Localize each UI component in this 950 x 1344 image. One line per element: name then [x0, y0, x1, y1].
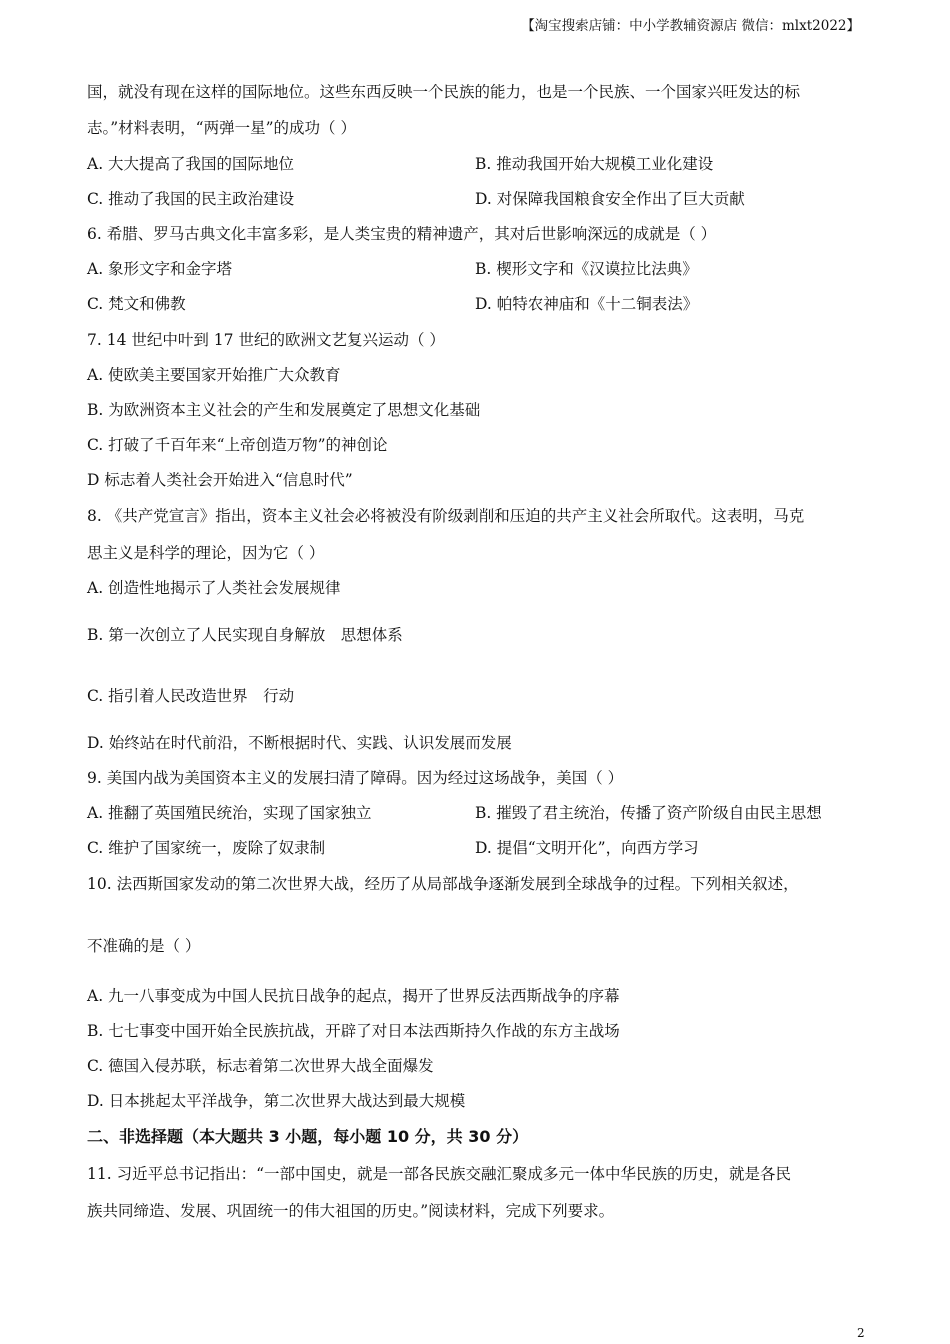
q5-option-c: C. 推动了我国的民主政治建设: [87, 190, 295, 208]
q7-option-b: B. 为欧洲资本主义社会的产生和发展奠定了思想文化基础: [87, 401, 481, 419]
q10-option-b: B. 七七事变中国开始全民族抗战，开辟了对日本法西斯持久作战的东方主战场: [87, 1022, 620, 1040]
q7-option-c: C. 打破了千百年来“上帝创造万物”的神创论: [87, 436, 388, 454]
q8-option-a: A. 创造性地揭示了人类社会发展规律: [87, 579, 341, 597]
q8-option-c: C. 指引着人民改造世界 行动: [87, 687, 295, 705]
q9-option-c: C. 维护了国家统一，废除了奴隶制: [87, 839, 326, 857]
q7-option-a: A. 使欧美主要国家开始推广大众教育: [87, 366, 341, 384]
q8-option-b: B. 第一次创立了人民实现自身解放 思想体系: [87, 626, 403, 644]
q9-option-b: B. 摧毁了君主统治，传播了资产阶级自由民主思想: [475, 804, 822, 822]
q5-option-b: B. 推动我国开始大规模工业化建设: [475, 155, 714, 173]
q5-stem-line1: 国，就没有现在这样的国际地位。这些东西反映一个民族的能力，也是一个民族、一个国家兴旺发达的标: [87, 83, 801, 101]
q10-option-d: D. 日本挑起太平洋战争，第二次世界大战达到最大规模: [87, 1092, 466, 1110]
q6-stem: 6. 希腊、罗马古典文化丰富多彩，是人类宝贵的精神遗产，其对后世影响深远的成就是（ ）: [87, 225, 717, 243]
q10-stem-line1: 10. 法西斯国家发动的第二次世界大战，经历了从局部战争逐渐发展到全球战争的过程。下列相关叙述，: [87, 875, 799, 893]
q9-stem: 9. 美国内战为美国资本主义的发展扫清了障碍。因为经过这场战争，美国（ ）: [87, 769, 624, 787]
q7-stem: 7. 14 世纪中叶到 17 世纪的欧洲文艺复兴运动（ ）: [87, 331, 445, 349]
q11-stem-line2: 族共同缔造、发展、巩固统一的伟大祖国的历史。”阅读材料，完成下列要求。: [87, 1202, 615, 1220]
q8-stem-line2: 思主义是科学的理论，因为它（ ）: [87, 544, 325, 562]
q6-option-b: B. 楔形文字和《汉谟拉比法典》: [475, 260, 698, 278]
page-header-watermark: 【淘宝搜索店铺：中小学教辅资源店 微信：mlxt2022】: [521, 18, 860, 34]
section-heading: 二、非选择题（本大题共 3 小题，每小题 10 分，共 30 分）: [87, 1127, 529, 1146]
q11-stem-line1: 11. 习近平总书记指出：“一部中国史，就是一部各民族交融汇聚成多元一体中华民族的历史，就是各民: [87, 1165, 792, 1183]
q10-option-c: C. 德国入侵苏联，标志着第二次世界大战全面爆发: [87, 1057, 434, 1075]
q7-option-d: D 标志着人类社会开始进入“信息时代”: [87, 471, 353, 489]
q10-option-a: A. 九一八事变成为中国人民抗日战争的起点，揭开了世界反法西斯战争的序幕: [87, 987, 620, 1005]
q6-option-a: A. 象形文字和金字塔: [87, 260, 233, 278]
q9-option-a: A. 推翻了英国殖民统治，实现了国家独立: [87, 804, 372, 822]
q9-option-d: D. 提倡“文明开化”，向西方学习: [475, 839, 699, 857]
q6-option-c: C. 梵文和佛教: [87, 295, 186, 313]
q5-option-a: A. 大大提高了我国的国际地位: [87, 155, 295, 173]
q5-option-d: D. 对保障我国粮食安全作出了巨大贡献: [475, 190, 745, 208]
page-number: 2: [857, 1326, 865, 1340]
q8-stem-line1: 8. 《共产党宣言》指出，资本主义社会必将被没有阶级剥削和压迫的共产主义社会所取代。这表明，马克: [87, 507, 805, 525]
q5-stem-line2: 志。”材料表明，“两弹一星”的成功（ ）: [87, 119, 356, 137]
q8-option-d: D. 始终站在时代前沿，不断根据时代、实践、认识发展而发展: [87, 734, 512, 752]
q10-stem-line2: 不准确的是（ ）: [87, 937, 201, 955]
q6-option-d: D. 帕特农神庙和《十二铜表法》: [475, 295, 699, 313]
